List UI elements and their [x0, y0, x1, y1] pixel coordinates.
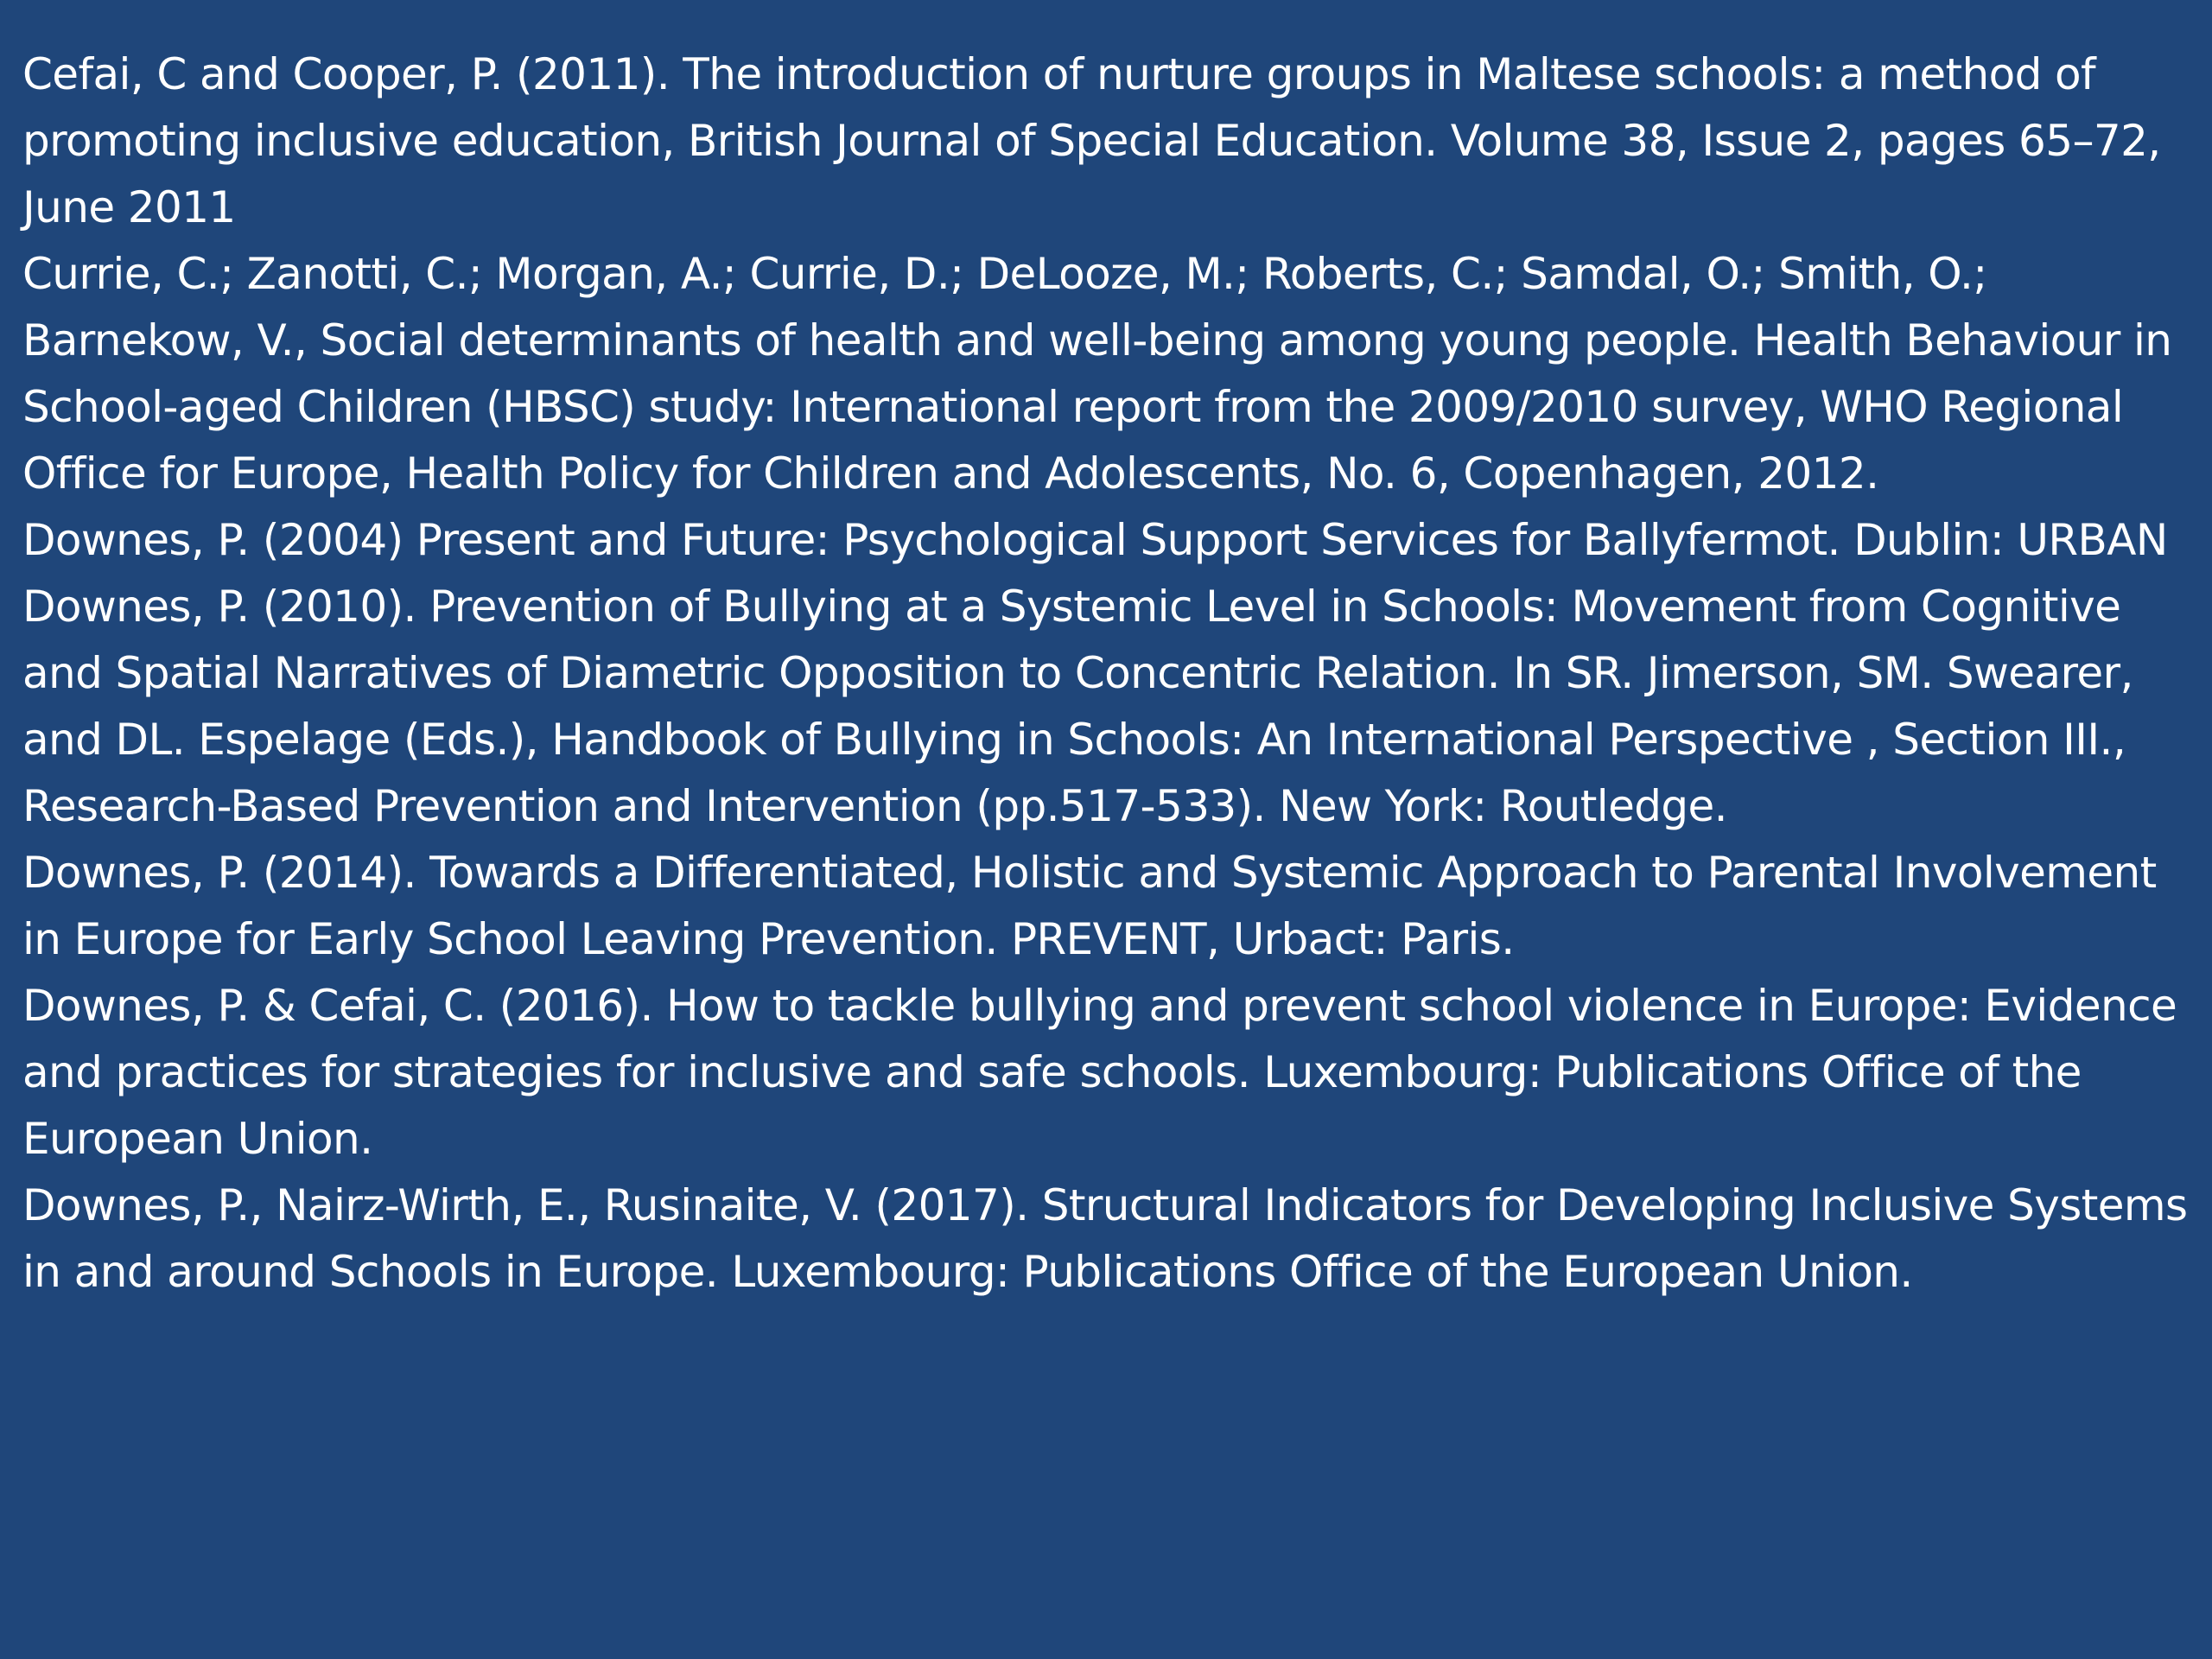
reference-entry: Downes, P. & Cefai, C. (2016). How to tackle bullying and prevent school violence in Europe: Evidence and practices for strategies for inclusive and safe schools. Luxembourg: Publications Office of the European Union. — [22, 981, 2177, 1164]
reference-entry: Downes, P. (2014). Towards a Differentiated, Holistic and Systemic Approach to Parental Involvement in Europe for Early School Leaving Prevention. PREVENT, Urbact: Paris. — [22, 848, 2157, 964]
reference-list — [22, 41, 2191, 1306]
reference-entry: Downes, P. (2004) Present and Future: Psychological Support Services for Ballyfermot. Dublin: URBAN — [22, 515, 2168, 565]
reference-entry: Currie, C.; Zanotti, C.; Morgan, A.; Currie, D.; DeLooze, M.; Roberts, C.; Samdal, O.; Smith, O.; Barnekow, V., Social determinants of health and well-being among young people. Health Behaviour in School-aged Children (HBSC) study: International report from the 2009/2010 survey, WHO Regional Office for Europe, Health Policy for Children and Adolescents, No. 6, Copenhagen, 2012. — [22, 249, 2172, 499]
reference-entry: Downes, P. (2010). Prevention of Bullying at a Systemic Level in Schools: Movement from Cognitive and Spatial Narratives of Diametric Opposition to Concentric Relation. In SR. Jimerson, SM. Swearer, and DL. Espelage (Eds.), Handbook of Bullying in Schools: An International Perspective , Section III., Research-Based Prevention and Intervention (pp.517-533). New York: Routledge. — [22, 582, 2133, 831]
reference-entry: Cefai, C and Cooper, P. (2011). The introduction of nurture groups in Maltese schools: a method of promoting inclusive education, British Journal of Special Education. Volume 38, Issue 2, pages 65–72, June 2011 — [22, 49, 2161, 232]
reference-entry: Downes, P., Nairz-Wirth, E., Rusinaite, V. (2017). Structural Indicators for Developing Inclusive Systems in and around Schools in Europe. Luxembourg: Publications Office of the European Union. — [22, 1180, 2188, 1297]
